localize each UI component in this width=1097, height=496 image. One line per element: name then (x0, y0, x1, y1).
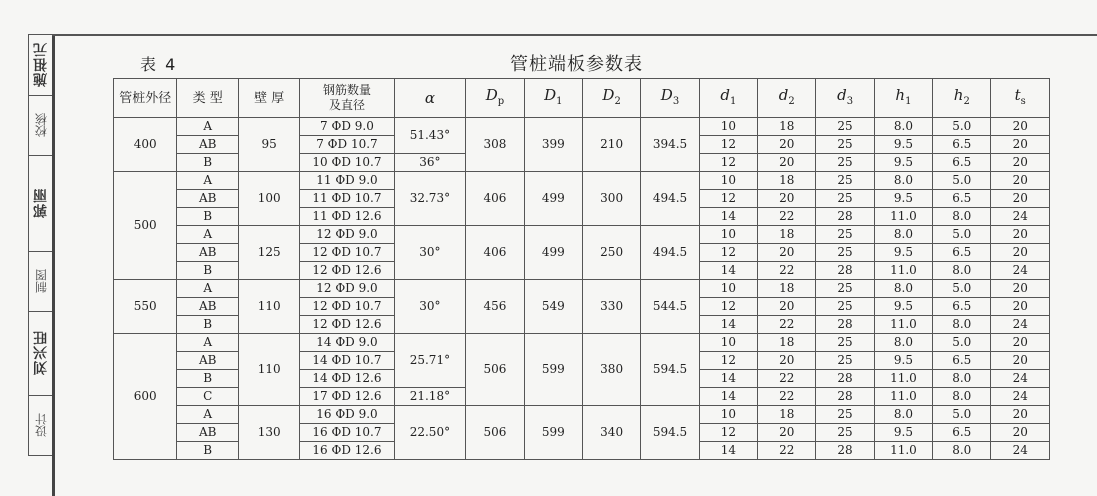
cell-d3: 25 (816, 280, 874, 298)
page-title: 管桩端板参数表 (510, 54, 643, 75)
sidebar-label: 制图 (34, 269, 49, 293)
cell-d1: 14 (699, 262, 757, 280)
cell-D3: 494.5 (641, 172, 699, 226)
cell-h2: 5.0 (933, 172, 991, 190)
cell-d1: 14 (699, 388, 757, 406)
cell-rebar: 14 ΦD 12.6 (300, 370, 394, 388)
header-D2: $D_2$ (582, 79, 640, 118)
cell-d2: 18 (758, 172, 816, 190)
cell-type: A (177, 118, 238, 136)
cell-d2: 22 (758, 316, 816, 334)
cell-alpha: 25.71° (394, 334, 466, 388)
cell-d1: 10 (699, 334, 757, 352)
cell-D2: 210 (582, 118, 640, 172)
cell-h1: 11.0 (874, 370, 932, 388)
cell-ts: 20 (991, 280, 1050, 298)
cell-type: AB (177, 352, 238, 370)
cell-alpha: 30° (394, 226, 466, 280)
cell-d2: 20 (758, 244, 816, 262)
cell-d2: 22 (758, 388, 816, 406)
cell-alpha: 36° (394, 154, 466, 172)
cell-d1: 12 (699, 154, 757, 172)
table-number: 表 4 (140, 55, 178, 74)
header-D1: $D_1$ (524, 79, 582, 118)
cell-h2: 8.0 (933, 208, 991, 226)
sidebar-label: 设计 (34, 413, 49, 437)
cell-ts: 20 (991, 424, 1050, 442)
cell-d2: 18 (758, 406, 816, 424)
cell-type: AB (177, 298, 238, 316)
cell-d2: 18 (758, 226, 816, 244)
cell-d3: 25 (816, 334, 874, 352)
cell-ts: 20 (991, 334, 1050, 352)
cell-h1: 9.5 (874, 244, 932, 262)
cell-h1: 9.5 (874, 424, 932, 442)
cell-d1: 12 (699, 244, 757, 262)
cell-alpha: 22.50° (394, 406, 466, 460)
cell-rebar: 14 ΦD 9.0 (300, 334, 394, 352)
cell-D2: 330 (582, 280, 640, 334)
cell-h1: 11.0 (874, 442, 932, 460)
cell-h1: 11.0 (874, 208, 932, 226)
cell-d1: 14 (699, 208, 757, 226)
cell-type: B (177, 208, 238, 226)
table-row (114, 406, 1050, 424)
cell-ts: 20 (991, 172, 1050, 190)
cell-D3: 494.5 (641, 226, 699, 280)
cell-h1: 9.5 (874, 190, 932, 208)
cell-rebar: 12 ΦD 10.7 (300, 244, 394, 262)
cell-D1: 399 (524, 118, 582, 172)
cell-wall-thickness: 95 (238, 118, 299, 172)
cell-d2: 20 (758, 424, 816, 442)
cell-ts: 20 (991, 118, 1050, 136)
cell-h2: 5.0 (933, 334, 991, 352)
cell-dp: 308 (466, 118, 524, 172)
cell-d1: 12 (699, 190, 757, 208)
cell-d3: 25 (816, 298, 874, 316)
cell-rebar: 16 ΦD 9.0 (300, 406, 394, 424)
header-d2: $d_2$ (758, 79, 816, 118)
cell-d1: 10 (699, 118, 757, 136)
signature-name: 施祖元 (33, 42, 49, 88)
table-body (114, 118, 1050, 460)
cell-h1: 9.5 (874, 298, 932, 316)
cell-h2: 8.0 (933, 388, 991, 406)
cell-h1: 11.0 (874, 388, 932, 406)
cell-d2: 20 (758, 136, 816, 154)
cell-type: A (177, 226, 238, 244)
cell-rebar: 11 ΦD 9.0 (300, 172, 394, 190)
header-rebar-line2: 及直径 (328, 98, 365, 112)
cell-d3: 28 (816, 442, 874, 460)
cell-D1: 499 (524, 172, 582, 226)
cell-d2: 18 (758, 334, 816, 352)
cell-d2: 20 (758, 298, 816, 316)
cell-h2: 8.0 (933, 316, 991, 334)
cell-D2: 250 (582, 226, 640, 280)
header-outer-diameter: 管桩外径 (114, 79, 177, 118)
cell-d3: 28 (816, 388, 874, 406)
cell-d2: 18 (758, 280, 816, 298)
cell-h1: 8.0 (874, 334, 932, 352)
cell-type: AB (177, 136, 238, 154)
cell-D1: 599 (524, 334, 582, 406)
cell-ts: 20 (991, 244, 1050, 262)
cell-ts: 24 (991, 316, 1050, 334)
table-row (114, 334, 1050, 352)
cell-rebar: 12 ΦD 9.0 (300, 280, 394, 298)
cell-outer-diameter: 400 (114, 118, 177, 172)
cell-dp: 406 (466, 172, 524, 226)
cell-d3: 25 (816, 154, 874, 172)
cell-h2: 8.0 (933, 370, 991, 388)
cell-h1: 8.0 (874, 118, 932, 136)
cell-h1: 9.5 (874, 154, 932, 172)
table-row (114, 118, 1050, 136)
cell-ts: 24 (991, 388, 1050, 406)
cell-type: AB (177, 190, 238, 208)
cell-rebar: 12 ΦD 12.6 (300, 316, 394, 334)
cell-type: B (177, 316, 238, 334)
cell-ts: 20 (991, 352, 1050, 370)
header-h1: $h_1$ (874, 79, 932, 118)
cell-alpha: 32.73° (394, 172, 466, 226)
cell-d2: 18 (758, 118, 816, 136)
cell-h2: 6.5 (933, 244, 991, 262)
cell-dp: 406 (466, 226, 524, 280)
cell-rebar: 11 ΦD 12.6 (300, 208, 394, 226)
cell-alpha: 21.18° (394, 388, 466, 406)
cell-ts: 20 (991, 298, 1050, 316)
cell-h1: 8.0 (874, 280, 932, 298)
parameter-table (113, 78, 1050, 460)
cell-ts: 20 (991, 406, 1050, 424)
cell-d1: 14 (699, 370, 757, 388)
cell-dp: 506 (466, 406, 524, 460)
cell-h2: 6.5 (933, 136, 991, 154)
cell-outer-diameter: 550 (114, 280, 177, 334)
header-wall-thickness: 壁 厚 (238, 79, 299, 118)
header-rebar-line1: 钢筋数量 (322, 83, 371, 97)
header-rebar (300, 79, 394, 118)
cell-d1: 12 (699, 424, 757, 442)
cell-h1: 9.5 (874, 136, 932, 154)
sidebar-label: 校核 (34, 113, 49, 137)
cell-h1: 11.0 (874, 316, 932, 334)
cell-type: A (177, 280, 238, 298)
cell-rebar: 7 ΦD 9.0 (300, 118, 394, 136)
table-header-row (114, 79, 1050, 118)
cell-d1: 12 (699, 298, 757, 316)
cell-D1: 549 (524, 280, 582, 334)
cell-d3: 25 (816, 352, 874, 370)
cell-D1: 599 (524, 406, 582, 460)
cell-d2: 22 (758, 370, 816, 388)
cell-h1: 11.0 (874, 262, 932, 280)
cell-h2: 5.0 (933, 280, 991, 298)
top-border-line (52, 34, 1097, 36)
cell-d1: 10 (699, 406, 757, 424)
cell-D3: 394.5 (641, 118, 699, 172)
cell-d2: 22 (758, 208, 816, 226)
header-type: 类 型 (177, 79, 238, 118)
cell-D3: 594.5 (641, 406, 699, 460)
cell-ts: 24 (991, 442, 1050, 460)
cell-type: AB (177, 424, 238, 442)
cell-ts: 20 (991, 136, 1050, 154)
cell-h1: 8.0 (874, 226, 932, 244)
cell-h2: 5.0 (933, 226, 991, 244)
cell-h2: 5.0 (933, 406, 991, 424)
cell-d3: 25 (816, 136, 874, 154)
cell-d1: 10 (699, 226, 757, 244)
cell-h2: 6.5 (933, 154, 991, 172)
cell-ts: 20 (991, 190, 1050, 208)
cell-d3: 25 (816, 244, 874, 262)
cell-d2: 22 (758, 442, 816, 460)
cell-D3: 594.5 (641, 334, 699, 406)
cell-d3: 28 (816, 370, 874, 388)
cell-type: B (177, 370, 238, 388)
cell-d3: 28 (816, 316, 874, 334)
cell-D2: 340 (582, 406, 640, 460)
cell-h2: 8.0 (933, 262, 991, 280)
cell-alpha: 30° (394, 280, 466, 334)
cell-rebar: 10 ΦD 10.7 (300, 154, 394, 172)
header-D3: $D_3$ (641, 79, 699, 118)
cell-rebar: 16 ΦD 10.7 (300, 424, 394, 442)
cell-type: B (177, 442, 238, 460)
header-h2: $h_2$ (933, 79, 991, 118)
cell-d3: 25 (816, 190, 874, 208)
cell-outer-diameter: 600 (114, 334, 177, 460)
table-row (114, 226, 1050, 244)
cell-d1: 14 (699, 316, 757, 334)
cell-d3: 25 (816, 172, 874, 190)
cell-d1: 12 (699, 352, 757, 370)
cell-h1: 9.5 (874, 352, 932, 370)
signature-sidebar (28, 34, 53, 456)
cell-h1: 8.0 (874, 406, 932, 424)
left-border-line (52, 34, 55, 496)
cell-alpha: 51.43° (394, 118, 466, 154)
cell-d3: 28 (816, 262, 874, 280)
cell-d3: 28 (816, 208, 874, 226)
cell-rebar: 12 ΦD 9.0 (300, 226, 394, 244)
cell-h2: 6.5 (933, 424, 991, 442)
cell-D3: 544.5 (641, 280, 699, 334)
cell-type: B (177, 262, 238, 280)
cell-ts: 20 (991, 154, 1050, 172)
cell-rebar: 12 ΦD 12.6 (300, 262, 394, 280)
cell-h2: 6.5 (933, 190, 991, 208)
cell-d1: 12 (699, 136, 757, 154)
cell-rebar: 12 ΦD 10.7 (300, 298, 394, 316)
cell-h1: 8.0 (874, 172, 932, 190)
cell-d1: 10 (699, 172, 757, 190)
cell-d2: 22 (758, 262, 816, 280)
cell-d2: 20 (758, 190, 816, 208)
cell-rebar: 17 ΦD 12.6 (300, 388, 394, 406)
cell-rebar: 7 ΦD 10.7 (300, 136, 394, 154)
header-alpha: α (394, 79, 466, 118)
cell-rebar: 11 ΦD 10.7 (300, 190, 394, 208)
cell-h2: 6.5 (933, 298, 991, 316)
cell-D1: 499 (524, 226, 582, 280)
cell-d3: 25 (816, 226, 874, 244)
cell-type: B (177, 154, 238, 172)
cell-wall-thickness: 100 (238, 172, 299, 226)
table-row (114, 172, 1050, 190)
cell-type: AB (177, 244, 238, 262)
cell-D2: 300 (582, 172, 640, 226)
cell-rebar: 14 ΦD 10.7 (300, 352, 394, 370)
cell-dp: 506 (466, 334, 524, 406)
header-d1: $d_1$ (699, 79, 757, 118)
signature-name: 刘兴旺 (33, 330, 49, 376)
cell-ts: 24 (991, 370, 1050, 388)
header-d3: $d_3$ (816, 79, 874, 118)
cell-rebar: 16 ΦD 12.6 (300, 442, 394, 460)
cell-type: A (177, 172, 238, 190)
header-dp: $D_p$ (466, 79, 524, 118)
table-row (114, 280, 1050, 298)
cell-d3: 25 (816, 118, 874, 136)
cell-type: C (177, 388, 238, 406)
cell-wall-thickness: 125 (238, 226, 299, 280)
cell-d3: 25 (816, 406, 874, 424)
cell-wall-thickness: 130 (238, 406, 299, 460)
cell-d3: 25 (816, 424, 874, 442)
cell-type: A (177, 334, 238, 352)
cell-outer-diameter: 500 (114, 172, 177, 280)
cell-h2: 5.0 (933, 118, 991, 136)
cell-d1: 14 (699, 442, 757, 460)
cell-wall-thickness: 110 (238, 280, 299, 334)
cell-D2: 380 (582, 334, 640, 406)
cell-d1: 10 (699, 280, 757, 298)
cell-ts: 24 (991, 262, 1050, 280)
cell-d2: 20 (758, 352, 816, 370)
signature-name: 郭丽 (33, 188, 49, 218)
cell-d2: 20 (758, 154, 816, 172)
cell-type: A (177, 406, 238, 424)
cell-h2: 8.0 (933, 442, 991, 460)
cell-wall-thickness: 110 (238, 334, 299, 406)
cell-ts: 24 (991, 208, 1050, 226)
cell-ts: 20 (991, 226, 1050, 244)
cell-dp: 456 (466, 280, 524, 334)
header-ts: $t_s$ (991, 79, 1050, 118)
cell-h2: 6.5 (933, 352, 991, 370)
